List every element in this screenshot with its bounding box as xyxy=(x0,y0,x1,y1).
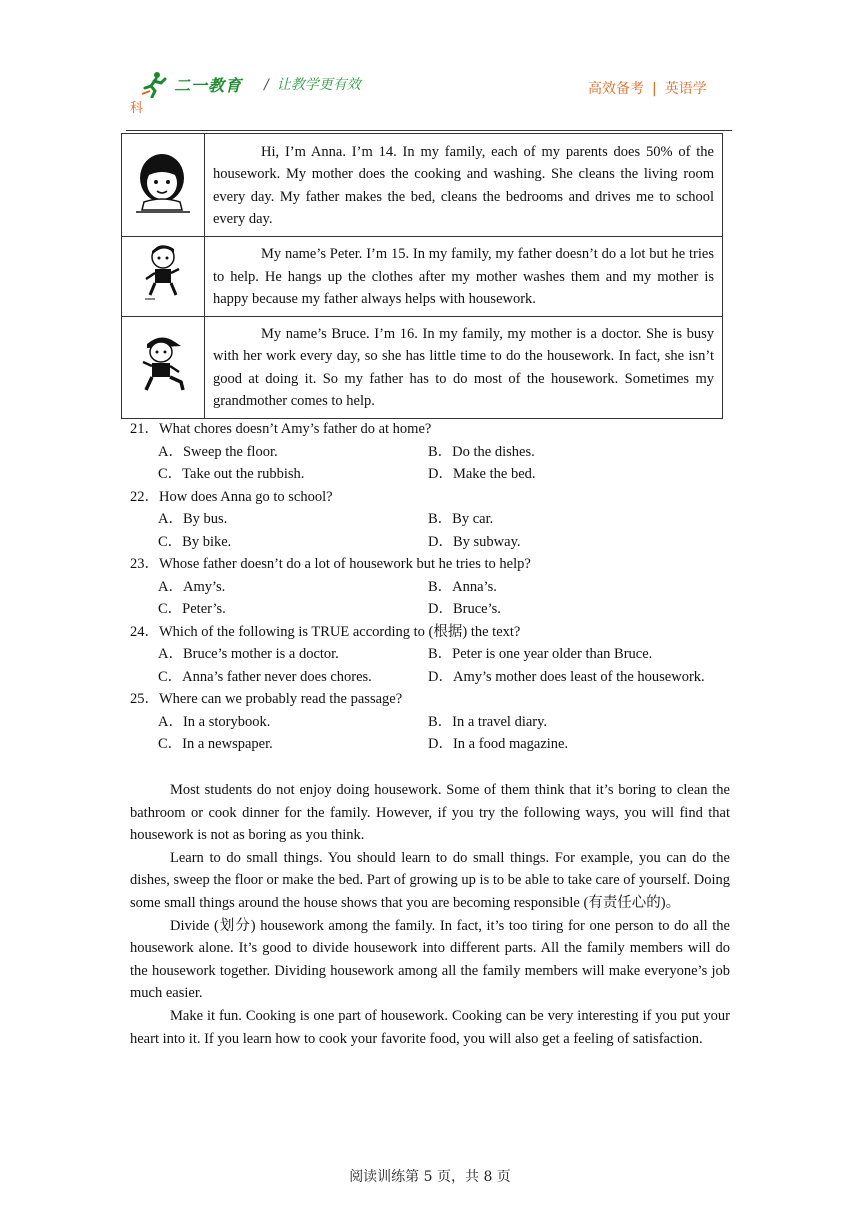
boy-cap-running-icon xyxy=(137,332,189,398)
option-b: B．In a travel diary. xyxy=(428,713,548,730)
option-a: A．Bruce’s mother is a doctor. xyxy=(158,646,339,662)
table-row xyxy=(122,237,723,317)
question-stem: 24．Which of the following is TRUE according to (根据) the text? xyxy=(130,623,521,640)
anna-text: Hi, I’m Anna. I’m 14. In my family, each of my parents does 50% of the housework. My mother does the cooking and washing. She cleans the living room every day. My father makes the bed, cleans the bedrooms and drives me to school every day. xyxy=(205,134,723,237)
passage-paragraph: Learn to do small things. You should learn to do small things. For example, you can do the dishes, sweep the floor or make the bed. Part of growing up is to be able to take care of yourself. Doing some small things around the house shows that you are becoming responsible (有责任心的)。 xyxy=(130,849,730,911)
option-b: B．Anna’s. xyxy=(428,578,497,595)
question-25 xyxy=(130,688,730,756)
question-21 xyxy=(130,418,730,486)
option-a: A．Amy’s. xyxy=(158,578,226,595)
boy-running-icon xyxy=(141,243,185,305)
question-stem: 23．Whose father doesn’t do a lot of housework but he tries to help? xyxy=(130,556,531,572)
option-b: B．By car. xyxy=(428,511,494,527)
option-d: D．By subway. xyxy=(428,533,521,550)
slogan: / 让教学更有效 xyxy=(264,77,361,93)
option-a: A．By bus. xyxy=(158,511,228,527)
passage-paragraph: Most students do not enjoy doing housework. Some of them think that it’s boring to clean the bathroom or cook dinner for the family. However, if you try the following ways, you will find that housework is not as boring as you think. xyxy=(130,782,730,844)
option-c: C．Take out the rubbish. xyxy=(158,466,305,482)
option-c: C．Anna’s father never does chores. xyxy=(158,668,372,685)
option-c: C．By bike. xyxy=(158,533,232,550)
option-d: D．Amy’s mother does least of the housework. xyxy=(428,668,705,685)
question-stem: 25．Where can we probably read the passage? xyxy=(130,691,403,707)
bruce-text: My name’s Bruce. I’m 16. In my family, my mother is a doctor. She is busy with her work every day, so she has little time to do the housework. In fact, she isn’t good at doing it. So my father has to do most of the housework. Sometimes my grandmother comes to help. xyxy=(205,316,723,418)
header-rule xyxy=(126,130,732,131)
passage-paragraph: Make it fun. Cooking is one part of housework. Cooking can be very interesting if you put your heart into it. If you learn how to cook your favorite food, you will also get a feeling of satisfaction. xyxy=(130,1007,730,1047)
option-b: B．Do the dishes. xyxy=(428,443,535,460)
passage-paragraph: Divide (划分) housework among the family. In fact, it’s too tiring for one person to do all the housework alone. It’s good to divide housework into different parts. All the family members will do the housework together. Dividing housework among all the family members will make everyone’s job much easier. xyxy=(130,917,730,1002)
reading-passage xyxy=(130,779,730,1050)
table-row xyxy=(122,134,723,237)
option-c: C．Peter’s. xyxy=(158,601,226,617)
option-d: D．In a food magazine. xyxy=(428,736,569,752)
peter-text: My name’s Peter. I’m 15. In my family, my father doesn’t do a lot but he tries to help. He hangs up the clothes after my mother washes them and my mother is happy because my father always helps with housework. xyxy=(205,237,723,317)
people-table xyxy=(121,133,723,419)
question-24 xyxy=(130,621,730,689)
question-stem: 21．What chores doesn’t Amy’s father do at home? xyxy=(130,421,432,437)
header-logo xyxy=(140,70,361,98)
questions-section xyxy=(130,418,730,756)
header-tagline-wrap: 科 xyxy=(130,101,144,116)
header-tagline: 高效备考 | 英语学 xyxy=(588,81,707,97)
question-23 xyxy=(130,553,730,621)
option-b: B．Peter is one year older than Bruce. xyxy=(428,646,653,662)
option-c: C．In a newspaper. xyxy=(158,736,273,752)
option-d: D．Bruce’s. xyxy=(428,601,501,617)
option-d: D．Make the bed. xyxy=(428,466,536,482)
table-row xyxy=(122,316,723,418)
page-footer: 阅读训练第 5 页，共 8 页 xyxy=(349,1169,511,1185)
question-22 xyxy=(130,486,730,554)
question-stem: 22．How does Anna go to school? xyxy=(130,488,333,505)
option-a: A．In a storybook. xyxy=(158,713,271,730)
logo-text: 二一教育 xyxy=(174,75,243,95)
girl-portrait-icon xyxy=(132,150,194,216)
running-man-logo-icon xyxy=(140,70,168,98)
option-a: A．Sweep the floor. xyxy=(158,443,278,460)
